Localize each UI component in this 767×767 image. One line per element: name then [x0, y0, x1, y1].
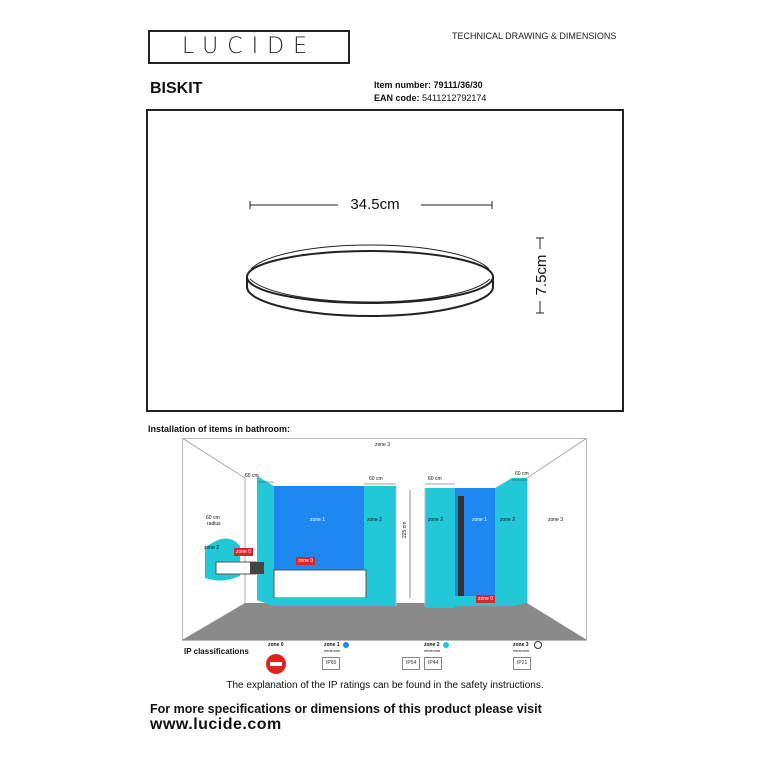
- ip-explanation-note: The explanation of the IP ratings can be found in the safety instructions.: [226, 680, 544, 691]
- item-number-value: 79111/36/30: [433, 80, 483, 90]
- zone3-color-dot: [534, 641, 542, 649]
- zone3-top-label: zone 3: [375, 442, 391, 448]
- ip-zone1-min: minimum: [324, 648, 341, 653]
- zone1-bath: [274, 486, 364, 570]
- zone2-left-wall-strip: [257, 476, 274, 606]
- height-225-label: 225 cm: [402, 521, 408, 538]
- zone2-sink-label: zone 2: [204, 545, 220, 551]
- zone1-color-dot: [343, 642, 349, 648]
- zone2-right-label: zone 2: [500, 517, 516, 523]
- zone2-color-dot: [443, 642, 449, 648]
- zone2-bath-label: zone 2: [367, 517, 383, 523]
- product-meta: [374, 79, 486, 105]
- dim-60-left-label: 60 cm: [245, 473, 259, 479]
- ip-zone3-label: zone 3: [513, 642, 529, 648]
- dim-60-mid-left-label: 60 cm: [369, 476, 383, 482]
- ip-zone0-label: zone 0: [268, 642, 284, 648]
- dim-60-mid-right-label: 60 cm: [428, 476, 442, 482]
- ean-value: 5411212792174: [422, 93, 487, 103]
- ean-label: EAN code:: [374, 93, 420, 103]
- ip-zone1-rating: IP65: [322, 657, 340, 670]
- width-dimension-label: 34.5cm: [350, 196, 400, 213]
- radius-word-label: radius: [207, 521, 221, 527]
- bathroom-zone-diagram: [182, 438, 587, 641]
- sink-mirror-edge: [250, 562, 264, 574]
- zone1-shower-label: zone 1: [472, 517, 488, 523]
- zone2-shower-label: zone 2: [428, 517, 444, 523]
- product-name: BISKIT: [150, 80, 203, 97]
- bathroom-illustration: [182, 438, 587, 641]
- ip-zone3-rating: IP21: [513, 657, 531, 670]
- zone0-bath-label: zone 0: [298, 558, 314, 564]
- zone3-right-label: zone 3: [548, 517, 564, 523]
- dim-60-right-label: 60 cm: [515, 471, 529, 477]
- ip-zone1-label: zone 1: [324, 642, 340, 648]
- bathtub: [274, 570, 366, 598]
- ip-classifications-title: IP classifications: [184, 647, 249, 656]
- website-link[interactable]: www.lucide.com: [150, 716, 282, 733]
- zone2-shower-right: [495, 478, 527, 606]
- shower-glass-panel: [458, 496, 464, 596]
- document-type: TECHNICAL DRAWING & DIMENSIONS: [452, 31, 617, 41]
- height-dimension-label: 7.5cm: [533, 254, 550, 296]
- zone2-shower-left: [425, 488, 455, 608]
- ip-zone2-rating-a: IP54: [402, 657, 420, 670]
- lamp-band-line: [250, 279, 490, 302]
- ip-zone2-label: zone 2: [424, 642, 440, 648]
- ip-zone3-min: minimum: [513, 648, 530, 653]
- brand-logo: LUCIDE: [182, 34, 316, 59]
- zone1-bath-label: zone 1: [310, 517, 326, 523]
- bathroom-floor: [182, 603, 587, 640]
- lamp-top-rim: [247, 251, 493, 303]
- no-entry-icon: [266, 654, 286, 674]
- ip-zone2-min: minimum: [424, 648, 441, 653]
- radius-dim-label: 60 cm: [206, 515, 220, 521]
- product-drawing: [146, 109, 624, 412]
- installation-title: Installation of items in bathroom:: [148, 424, 291, 434]
- zone0-sink-label: zone 0: [236, 549, 252, 555]
- zone2-bath: [364, 486, 396, 606]
- footer-more-info: For more specifications or dimensions of this product please visit: [150, 702, 542, 716]
- item-number-label: Item number:: [374, 80, 432, 90]
- zone0-shower-label: zone 0: [478, 596, 494, 602]
- ip-zone2-rating-b: IP44: [424, 657, 442, 670]
- zone2-bath-front: [257, 598, 396, 606]
